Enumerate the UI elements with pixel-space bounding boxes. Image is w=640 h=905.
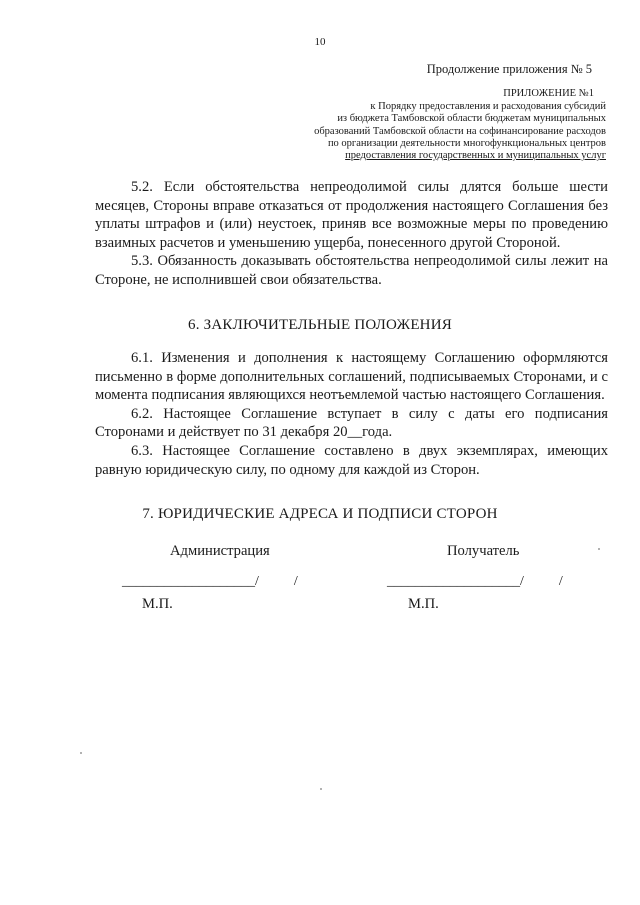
clause-6-1: 6.1. Изменения и дополнения к настоящему Соглашению оформляются письменно в форме дополнительных соглашений, подписываемых Сторонами, и с момента подписания являющихся неотъемлемой частью настоящего Соглашения.	[95, 350, 608, 404]
page-number: 10	[314, 36, 326, 48]
left-party-label: Администрация	[170, 543, 270, 559]
left-signature-line: ___________________/ /	[122, 574, 298, 589]
clause-5-2: 5.2. Если обстоятельства непреодолимой силы длятся больше шести месяцев, Стороны вправе отказаться от продолжения настоящего Соглашения без уплаты штрафов и (или) неустоек, приняв все возможные меры по проведению взаимных расчетов и уменьшению ущерба, понесенного другой Стороной.	[95, 179, 608, 251]
attachment-line: образований Тамбовской области на софинансирование расходов	[314, 125, 606, 137]
attachment-line: к Порядку предоставления и расходования субсидий	[370, 101, 606, 113]
attachment-header	[266, 88, 606, 162]
attachment-line: предоставления государственных и муниципальных услуг	[345, 150, 606, 162]
scan-speck	[320, 788, 322, 790]
clause-6-3: 6.3. Настоящее Соглашение составлено в двух экземплярах, имеющих равную юридическую силу, по одному для каждой из Сторон.	[95, 442, 608, 478]
right-signature-line: ___________________/ /	[387, 574, 563, 589]
section-6	[95, 349, 608, 479]
attachment-line: по организации деятельности многофункциональных центров	[327, 137, 606, 149]
scan-speck	[598, 548, 600, 550]
section-5-continued	[95, 178, 608, 290]
right-party-label: Получатель	[447, 543, 520, 559]
section-6-heading: 6. ЗАКЛЮЧИТЕЛЬНЫЕ ПОЛОЖЕНИЯ	[188, 317, 452, 333]
continuation-label: Продолжение приложения № 5	[426, 62, 592, 76]
attachment-line: из бюджета Тамбовской области бюджетам муниципальных	[337, 113, 606, 125]
left-stamp-label: М.П.	[142, 596, 173, 612]
scan-speck	[80, 752, 82, 754]
section-7-heading: 7. ЮРИДИЧЕСКИЕ АДРЕСА И ПОДПИСИ СТОРОН	[142, 506, 498, 522]
right-stamp-label: М.П.	[408, 596, 439, 612]
clause-5-3: 5.3. Обязанность доказывать обстоятельства непреодолимой силы лежит на Стороне, не исполнившей свои обязательства.	[95, 253, 608, 288]
clause-6-2: 6.2. Настоящее Соглашение вступает в силу с даты его подписания Сторонами и действует по 31 декабря 20__года.	[95, 405, 608, 441]
attachment-title: ПРИЛОЖЕНИЕ №1	[503, 88, 594, 99]
